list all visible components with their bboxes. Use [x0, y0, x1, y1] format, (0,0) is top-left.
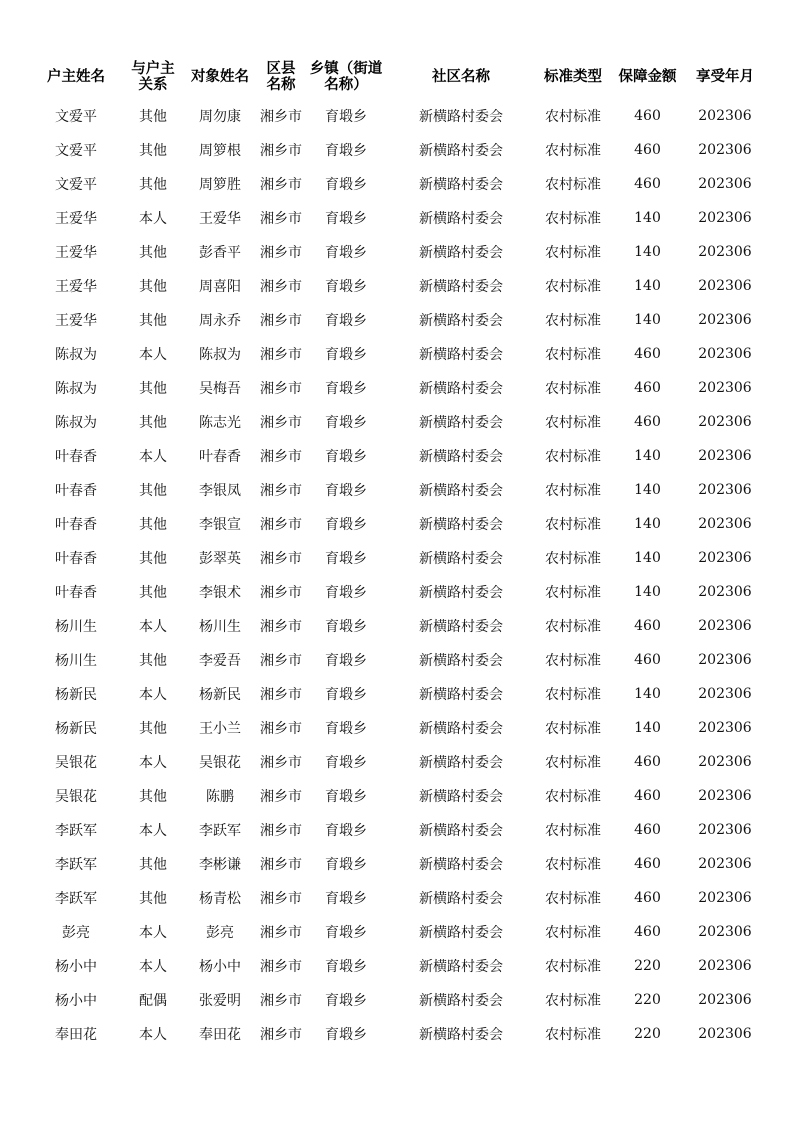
- cell-recipient-name: 杨小中: [199, 959, 241, 975]
- cell-township: 育塅乡: [325, 687, 367, 703]
- cell-householder-name: 叶春香: [55, 585, 97, 601]
- header-recipient-name: 对象姓名: [191, 69, 249, 85]
- cell-recipient-name: 张爱明: [199, 993, 241, 1009]
- cell-township: 育塅乡: [325, 483, 367, 499]
- cell-period: 202306: [698, 107, 752, 124]
- cell-county: 湘乡市: [260, 925, 302, 941]
- table-row: [30, 779, 765, 813]
- cell-township: 育塅乡: [325, 789, 367, 805]
- table-row: [30, 575, 765, 609]
- table-row: [30, 337, 765, 371]
- cell-county: 湘乡市: [260, 721, 302, 737]
- table-row: [30, 98, 765, 133]
- cell-relation: 其他: [139, 313, 167, 329]
- cell-county: 湘乡市: [260, 449, 302, 465]
- roster-body: [30, 98, 765, 1051]
- cell-amount: 460: [634, 346, 661, 362]
- table-row: [30, 405, 765, 439]
- table-row: [30, 915, 765, 949]
- cell-period: 202306: [698, 448, 752, 464]
- cell-householder-name: 王爱华: [55, 313, 97, 329]
- table-row: [30, 167, 765, 201]
- cell-householder-name: 陈叔为: [55, 415, 97, 431]
- cell-township: 育塅乡: [325, 347, 367, 363]
- cell-relation: 本人: [139, 1027, 167, 1043]
- table-row: [30, 677, 765, 711]
- cell-householder-name: 杨小中: [55, 993, 97, 1009]
- cell-township: 育塅乡: [325, 415, 367, 431]
- cell-recipient-name: 李跃军: [199, 823, 241, 839]
- cell-community: 新横路村委会: [419, 279, 503, 295]
- cell-period: 202306: [698, 618, 752, 634]
- cell-county: 湘乡市: [260, 108, 302, 125]
- cell-township: 育塅乡: [325, 313, 367, 329]
- cell-householder-name: 杨川生: [55, 653, 97, 669]
- cell-county: 湘乡市: [260, 891, 302, 907]
- cell-standard-type: 农村标准: [545, 619, 601, 635]
- cell-recipient-name: 李银凤: [199, 483, 241, 499]
- cell-amount: 460: [634, 754, 661, 770]
- cell-householder-name: 李跃军: [55, 891, 97, 907]
- cell-county: 湘乡市: [260, 653, 302, 669]
- cell-period: 202306: [698, 550, 752, 566]
- header-county: 区县 名称: [266, 61, 296, 93]
- table-row: [30, 201, 765, 235]
- cell-period: 202306: [698, 516, 752, 532]
- cell-standard-type: 农村标准: [545, 959, 601, 975]
- cell-township: 育塅乡: [325, 108, 367, 125]
- cell-relation: 其他: [139, 517, 167, 533]
- table-row: [30, 847, 765, 881]
- cell-county: 湘乡市: [260, 857, 302, 873]
- cell-community: 新横路村委会: [419, 143, 503, 159]
- cell-township: 育塅乡: [325, 449, 367, 465]
- cell-county: 湘乡市: [260, 347, 302, 363]
- cell-standard-type: 农村标准: [545, 925, 601, 941]
- cell-amount: 220: [634, 1026, 661, 1042]
- cell-householder-name: 陈叔为: [55, 347, 97, 363]
- table-row: [30, 371, 765, 405]
- cell-relation: 本人: [139, 211, 167, 227]
- table-row: [30, 473, 765, 507]
- cell-householder-name: 叶春香: [55, 449, 97, 465]
- cell-county: 湘乡市: [260, 585, 302, 601]
- cell-relation: 其他: [139, 245, 167, 261]
- cell-recipient-name: 杨新民: [199, 687, 241, 703]
- cell-standard-type: 农村标准: [545, 585, 601, 601]
- cell-householder-name: 李跃军: [55, 857, 97, 873]
- cell-recipient-name: 彭香平: [199, 245, 241, 261]
- cell-township: 育塅乡: [325, 891, 367, 907]
- cell-amount: 460: [634, 822, 661, 838]
- table-row: [30, 711, 765, 745]
- cell-community: 新横路村委会: [419, 1027, 503, 1043]
- cell-township: 育塅乡: [325, 653, 367, 669]
- cell-recipient-name: 王爱华: [199, 211, 241, 227]
- cell-township: 育塅乡: [325, 381, 367, 397]
- cell-amount: 140: [634, 482, 661, 498]
- table-row: [30, 881, 765, 915]
- cell-community: 新横路村委会: [419, 619, 503, 635]
- cell-recipient-name: 周喜阳: [199, 279, 241, 295]
- cell-county: 湘乡市: [260, 381, 302, 397]
- cell-community: 新横路村委会: [419, 721, 503, 737]
- cell-township: 育塅乡: [325, 993, 367, 1009]
- cell-amount: 460: [634, 142, 661, 158]
- cell-standard-type: 农村标准: [545, 415, 601, 431]
- cell-period: 202306: [698, 788, 752, 804]
- cell-standard-type: 农村标准: [545, 245, 601, 261]
- cell-relation: 本人: [139, 687, 167, 703]
- cell-householder-name: 文爱平: [55, 143, 97, 159]
- cell-community: 新横路村委会: [419, 211, 503, 227]
- cell-householder-name: 彭亮: [62, 925, 90, 941]
- cell-community: 新横路村委会: [419, 687, 503, 703]
- cell-standard-type: 农村标准: [545, 891, 601, 907]
- cell-period: 202306: [698, 482, 752, 498]
- cell-community: 新横路村委会: [419, 993, 503, 1009]
- cell-township: 育塅乡: [325, 517, 367, 533]
- cell-recipient-name: 陈叔为: [199, 347, 241, 363]
- cell-county: 湘乡市: [260, 517, 302, 533]
- cell-community: 新横路村委会: [419, 381, 503, 397]
- cell-householder-name: 李跃军: [55, 823, 97, 839]
- cell-county: 湘乡市: [260, 211, 302, 227]
- cell-county: 湘乡市: [260, 789, 302, 805]
- cell-standard-type: 农村标准: [545, 449, 601, 465]
- cell-recipient-name: 吴梅吾: [199, 381, 241, 397]
- cell-township: 育塅乡: [325, 721, 367, 737]
- cell-relation: 其他: [139, 857, 167, 873]
- cell-recipient-name: 彭亮: [206, 925, 234, 941]
- cell-amount: 220: [634, 992, 661, 1008]
- cell-community: 新横路村委会: [419, 483, 503, 499]
- cell-standard-type: 农村标准: [545, 653, 601, 669]
- cell-county: 湘乡市: [260, 959, 302, 975]
- cell-householder-name: 杨新民: [55, 687, 97, 703]
- cell-township: 育塅乡: [325, 959, 367, 975]
- cell-standard-type: 农村标准: [545, 517, 601, 533]
- cell-period: 202306: [698, 176, 752, 192]
- cell-householder-name: 杨小中: [55, 959, 97, 975]
- table-row: [30, 541, 765, 575]
- cell-relation: 其他: [139, 415, 167, 431]
- header-amount: 保障金额: [618, 69, 677, 85]
- cell-period: 202306: [698, 822, 752, 838]
- cell-relation: 其他: [139, 143, 167, 159]
- cell-amount: 460: [634, 652, 661, 668]
- cell-community: 新横路村委会: [419, 415, 503, 431]
- cell-relation: 其他: [139, 585, 167, 601]
- cell-standard-type: 农村标准: [545, 483, 601, 499]
- cell-standard-type: 农村标准: [545, 687, 601, 703]
- cell-standard-type: 农村标准: [545, 721, 601, 737]
- cell-period: 202306: [698, 856, 752, 872]
- cell-standard-type: 农村标准: [545, 755, 601, 771]
- cell-community: 新横路村委会: [419, 925, 503, 941]
- cell-amount: 220: [634, 958, 661, 974]
- cell-community: 新横路村委会: [419, 857, 503, 873]
- cell-township: 育塅乡: [325, 857, 367, 873]
- header-standard-type: 标准类型: [544, 69, 602, 85]
- cell-recipient-name: 奉田花: [199, 1027, 241, 1043]
- cell-amount: 460: [634, 380, 661, 396]
- cell-township: 育塅乡: [325, 177, 367, 193]
- cell-period: 202306: [698, 890, 752, 906]
- cell-householder-name: 王爱华: [55, 279, 97, 295]
- cell-householder-name: 王爱华: [55, 211, 97, 227]
- cell-recipient-name: 李银术: [199, 585, 241, 601]
- cell-relation: 本人: [139, 619, 167, 635]
- cell-relation: 其他: [139, 177, 167, 193]
- subsidy-roster-table: [30, 56, 765, 1051]
- table-row: [30, 813, 765, 847]
- cell-township: 育塅乡: [325, 619, 367, 635]
- cell-relation: 其他: [139, 721, 167, 737]
- cell-county: 湘乡市: [260, 415, 302, 431]
- header-row: [30, 56, 765, 98]
- cell-county: 湘乡市: [260, 279, 302, 295]
- cell-standard-type: 农村标准: [545, 347, 601, 363]
- cell-township: 育塅乡: [325, 1027, 367, 1043]
- cell-community: 新横路村委会: [419, 755, 503, 771]
- cell-relation: 本人: [139, 755, 167, 771]
- cell-relation: 配偶: [139, 993, 167, 1009]
- cell-county: 湘乡市: [260, 755, 302, 771]
- cell-county: 湘乡市: [260, 177, 302, 193]
- cell-period: 202306: [698, 720, 752, 736]
- table-row: [30, 269, 765, 303]
- cell-community: 新横路村委会: [419, 313, 503, 329]
- cell-community: 新横路村委会: [419, 653, 503, 669]
- cell-relation: 本人: [139, 449, 167, 465]
- cell-householder-name: 文爱平: [55, 177, 97, 193]
- table-row: [30, 133, 765, 167]
- cell-amount: 140: [634, 516, 661, 532]
- cell-county: 湘乡市: [260, 823, 302, 839]
- cell-township: 育塅乡: [325, 551, 367, 567]
- cell-standard-type: 农村标准: [545, 313, 601, 329]
- cell-township: 育塅乡: [325, 755, 367, 771]
- cell-householder-name: 王爱华: [55, 245, 97, 261]
- header-householder-name: 户主姓名: [47, 69, 105, 85]
- cell-standard-type: 农村标准: [545, 789, 601, 805]
- cell-community: 新横路村委会: [419, 959, 503, 975]
- cell-amount: 460: [634, 924, 661, 940]
- cell-amount: 460: [634, 788, 661, 804]
- cell-amount: 140: [634, 720, 661, 736]
- cell-recipient-name: 李银宣: [199, 517, 241, 533]
- cell-township: 育塅乡: [325, 143, 367, 159]
- cell-recipient-name: 彭翠英: [199, 551, 241, 567]
- cell-community: 新横路村委会: [419, 177, 503, 193]
- cell-amount: 140: [634, 210, 661, 226]
- cell-relation: 本人: [139, 347, 167, 363]
- cell-householder-name: 吴银花: [55, 755, 97, 771]
- cell-county: 湘乡市: [260, 245, 302, 261]
- cell-recipient-name: 周箩根: [199, 143, 241, 159]
- cell-county: 湘乡市: [260, 619, 302, 635]
- cell-relation: 其他: [139, 789, 167, 805]
- cell-standard-type: 农村标准: [545, 1027, 601, 1043]
- cell-amount: 140: [634, 448, 661, 464]
- cell-township: 育塅乡: [325, 279, 367, 295]
- cell-period: 202306: [698, 686, 752, 702]
- cell-amount: 140: [634, 244, 661, 260]
- table-row: [30, 235, 765, 269]
- cell-standard-type: 农村标准: [545, 551, 601, 567]
- cell-community: 新横路村委会: [419, 891, 503, 907]
- header-township: 乡镇（街道 名称）: [309, 61, 383, 93]
- cell-recipient-name: 吴银花: [199, 755, 241, 771]
- cell-period: 202306: [698, 380, 752, 396]
- cell-standard-type: 农村标准: [545, 211, 601, 227]
- cell-period: 202306: [698, 1026, 752, 1042]
- cell-period: 202306: [698, 278, 752, 294]
- cell-amount: 140: [634, 550, 661, 566]
- cell-county: 湘乡市: [260, 551, 302, 567]
- table-row: [30, 949, 765, 983]
- cell-county: 湘乡市: [260, 313, 302, 329]
- cell-recipient-name: 叶春香: [199, 449, 241, 465]
- header-community: 社区名称: [432, 69, 490, 85]
- cell-recipient-name: 周箩胜: [199, 177, 241, 193]
- cell-county: 湘乡市: [260, 483, 302, 499]
- header-period: 享受年月: [696, 69, 754, 85]
- cell-recipient-name: 杨川生: [199, 619, 241, 635]
- table-row: [30, 745, 765, 779]
- cell-recipient-name: 李爱吾: [199, 653, 241, 669]
- cell-recipient-name: 周永乔: [199, 313, 241, 329]
- cell-amount: 140: [634, 686, 661, 702]
- cell-community: 新横路村委会: [419, 108, 503, 125]
- cell-relation: 本人: [139, 925, 167, 941]
- cell-community: 新横路村委会: [419, 517, 503, 533]
- cell-recipient-name: 陈志光: [199, 415, 241, 431]
- cell-township: 育塅乡: [325, 925, 367, 941]
- cell-amount: 460: [634, 107, 661, 124]
- cell-community: 新横路村委会: [419, 823, 503, 839]
- cell-standard-type: 农村标准: [545, 143, 601, 159]
- cell-community: 新横路村委会: [419, 245, 503, 261]
- cell-period: 202306: [698, 584, 752, 600]
- cell-recipient-name: 陈鹏: [206, 789, 234, 805]
- cell-standard-type: 农村标准: [545, 279, 601, 295]
- cell-period: 202306: [698, 244, 752, 260]
- table-row: [30, 983, 765, 1017]
- cell-community: 新横路村委会: [419, 585, 503, 601]
- cell-township: 育塅乡: [325, 211, 367, 227]
- cell-householder-name: 叶春香: [55, 517, 97, 533]
- cell-amount: 460: [634, 890, 661, 906]
- cell-householder-name: 杨川生: [55, 619, 97, 635]
- cell-relation: 其他: [139, 279, 167, 295]
- cell-relation: 其他: [139, 381, 167, 397]
- cell-standard-type: 农村标准: [545, 857, 601, 873]
- cell-period: 202306: [698, 312, 752, 328]
- cell-relation: 其他: [139, 891, 167, 907]
- cell-relation: 其他: [139, 483, 167, 499]
- cell-county: 湘乡市: [260, 687, 302, 703]
- cell-community: 新横路村委会: [419, 789, 503, 805]
- cell-householder-name: 陈叔为: [55, 381, 97, 397]
- table-row: [30, 439, 765, 473]
- cell-householder-name: 文爱平: [55, 108, 97, 125]
- table-row: [30, 507, 765, 541]
- cell-standard-type: 农村标准: [545, 177, 601, 193]
- table-row: [30, 303, 765, 337]
- cell-amount: 460: [634, 176, 661, 192]
- cell-recipient-name: 李彬谦: [199, 857, 241, 873]
- cell-community: 新横路村委会: [419, 551, 503, 567]
- cell-period: 202306: [698, 346, 752, 362]
- cell-amount: 140: [634, 312, 661, 328]
- cell-relation: 本人: [139, 823, 167, 839]
- cell-period: 202306: [698, 754, 752, 770]
- cell-amount: 140: [634, 278, 661, 294]
- table-row: [30, 643, 765, 677]
- cell-county: 湘乡市: [260, 143, 302, 159]
- header-relation: 与户主 关系: [131, 61, 175, 93]
- cell-period: 202306: [698, 142, 752, 158]
- cell-township: 育塅乡: [325, 823, 367, 839]
- cell-relation: 本人: [139, 959, 167, 975]
- cell-amount: 460: [634, 414, 661, 430]
- cell-period: 202306: [698, 210, 752, 226]
- cell-recipient-name: 周勿康: [199, 108, 241, 125]
- cell-standard-type: 农村标准: [545, 381, 601, 397]
- cell-householder-name: 杨新民: [55, 721, 97, 737]
- cell-householder-name: 吴银花: [55, 789, 97, 805]
- cell-householder-name: 叶春香: [55, 551, 97, 567]
- cell-period: 202306: [698, 414, 752, 430]
- cell-relation: 其他: [139, 108, 167, 125]
- table-row: [30, 1017, 765, 1051]
- cell-householder-name: 奉田花: [55, 1027, 97, 1043]
- cell-amount: 460: [634, 856, 661, 872]
- cell-period: 202306: [698, 652, 752, 668]
- cell-county: 湘乡市: [260, 993, 302, 1009]
- cell-relation: 其他: [139, 653, 167, 669]
- cell-community: 新横路村委会: [419, 347, 503, 363]
- cell-township: 育塅乡: [325, 245, 367, 261]
- cell-amount: 460: [634, 618, 661, 634]
- cell-township: 育塅乡: [325, 585, 367, 601]
- cell-householder-name: 叶春香: [55, 483, 97, 499]
- cell-recipient-name: 王小兰: [199, 721, 241, 737]
- cell-standard-type: 农村标准: [545, 108, 601, 125]
- cell-standard-type: 农村标准: [545, 993, 601, 1009]
- cell-period: 202306: [698, 924, 752, 940]
- cell-relation: 其他: [139, 551, 167, 567]
- cell-period: 202306: [698, 958, 752, 974]
- table-row: [30, 609, 765, 643]
- cell-period: 202306: [698, 992, 752, 1008]
- cell-recipient-name: 杨青松: [199, 891, 241, 907]
- cell-amount: 140: [634, 584, 661, 600]
- cell-community: 新横路村委会: [419, 449, 503, 465]
- cell-standard-type: 农村标准: [545, 823, 601, 839]
- cell-county: 湘乡市: [260, 1027, 302, 1043]
